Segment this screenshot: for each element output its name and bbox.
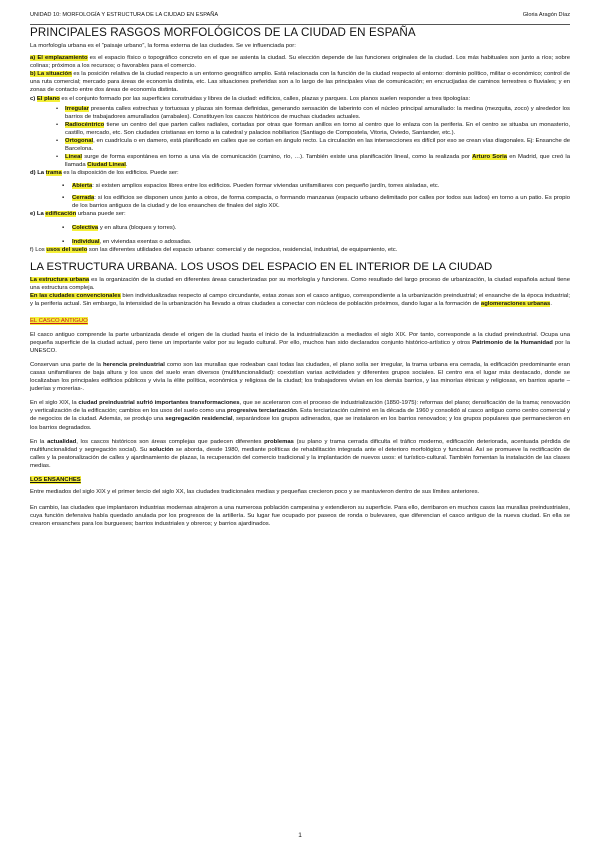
- text-plano: es el conjunto formado por las superficies construidas y libres de la ciudad: edificios, calles, plazas y parques. Los planos suelen responder a tres tipologías:: [59, 95, 471, 102]
- bullet-icon: •: [56, 138, 59, 145]
- subsection-title-ensanches: LOS ENSANCHES: [30, 477, 81, 484]
- text-casco-3a: En el siglo XIX, la: [30, 400, 79, 407]
- text-casco-3d: , separándose los grupos adinerados, que se instalaron en los barrios renovados; y los grupos populares que permanecieron en los barrios degradados.: [30, 416, 570, 431]
- term-patrimonio: Patrimonio de la Humanidad: [472, 339, 553, 346]
- header-author: Gloria Aragón Díaz: [522, 12, 570, 18]
- text-edificacion: urbana puede ser:: [76, 210, 126, 217]
- section-title-structure: LA ESTRUCTURA URBANA. LOS USOS DEL ESPACIO EN EL INTERIOR DE LA CIUDAD: [30, 261, 493, 274]
- text-casco-1-end: por la UNESCO.: [30, 339, 570, 354]
- term-ciudades-convencionales: En las ciudades convencionales: [30, 293, 121, 300]
- text-casco-4a: En la: [30, 438, 48, 445]
- bullet-icon: •: [56, 121, 59, 128]
- prefix-edificacion: e) La: [30, 210, 46, 217]
- term-aglomeraciones: aglomeraciones urbanas: [480, 301, 551, 308]
- bullet-icon: ▪: [62, 194, 65, 201]
- header-unit-title: UNIDAD 10: MORFOLOGÍA Y ESTRUCTURA DE LA CIUDAD EN ESPAÑA: [30, 12, 219, 18]
- term-ciudad-lineal: Ciudad Lineal: [87, 162, 126, 169]
- bullet-icon: •: [56, 105, 59, 112]
- main-content: [30, 26, 570, 529]
- list-item-radiocentrico: [30, 121, 570, 137]
- term-actualidad: actualidad: [47, 438, 77, 445]
- text-situacion: es la posición relativa de la ciudad respecto a un entorno geográfico amplio. Está relacionada con la función de la ciudad respecto al entorno: dominio político, militar o económico; control de una ruta comercial; mercado para áreas de economía distinta, etc. Las situaciones preferidas son a lo largo de las principales vías de comunicación; en encrucijadas de caminos terrestres o fluviales; y en zonas de contacto entre dos áreas de economía distinta.: [30, 71, 570, 94]
- text-lineal: surge de forma espontánea en torno a una vía de comunicación (camino, río, …). También existe una planificación lineal, como la realizada por: [82, 154, 473, 161]
- term-transformaciones: ciudad preindustrial sufrió importantes transformaciones: [78, 400, 240, 407]
- text-casco-3c: . Esta terciarización culminó en la década de 1960 y consolidó al casco antiguo como centro comercial y de negocios de la ciudad. Además, se produjo una: [30, 408, 570, 423]
- text-trama: es la disposición de los edificios. Puede ser:: [61, 170, 179, 177]
- term-estructura-urbana: La estructura urbana: [30, 277, 90, 284]
- term-herencia: herencia preindustrial: [102, 361, 165, 368]
- term-plano: El plano: [36, 95, 60, 102]
- text-ortogonal: , en cuadrícula o en damero, está planificado en calles que se cortan en ángulo recto. La circulación en las intersecciones es difícil por eso se crean vías diagonales. Ej: Ensanche de Barcelona.: [65, 138, 570, 153]
- text-estructura-urbana: es la organización de la ciudad en diferentes áreas caracterizadas por su morfología y funciones. Como resultado del largo proceso de urbanización, la ciudad española actual tiene una estructura compleja.: [30, 277, 570, 292]
- list-item-colectiva: [30, 224, 570, 232]
- text-cerrada: : si los edificios se disponen unos junto a otros, de forma compacta, o formando manzanas (espacio urbano delimitado por calles por todos sus lados) en torno a un patio. Es propio de los barrios antiguos de la ciudad y de los ensanches de finales del siglo XIX.: [72, 194, 570, 209]
- subsection-casco-antiguo: [30, 317, 570, 325]
- bullet-icon: ▪: [62, 238, 65, 245]
- list-item-lineal: [30, 153, 570, 169]
- text-irregular: presenta calles estrechas y tortuosas y plazas sin formas definidas, generando sensación de laberinto con el núcleo principal amurallado: la medina (mezquita, zoco) y alrededor los barrios de trabajadores amurallados (arrabales). Constituyen los cascos históricos de muchas ciudades actuales.: [65, 105, 570, 120]
- text-usos-suelo: son las diferentes utilidades del espacio urbano: comercial y de negocios, residencial, industrial, de equipamiento, etc.: [87, 247, 398, 254]
- term-individual: Individual: [72, 238, 100, 245]
- structure-paragraph-1: [30, 276, 570, 292]
- item-plano: [30, 95, 570, 103]
- ensanches-paragraph-1: Entre mediados del siglo XIX y el primer tercio del siglo XX, las ciudades tradicionales medias y pequeñas crecieron poco y se mantuvieron dentro de sus límites anteriores.: [30, 489, 480, 496]
- text-individual: , en viviendas exentas o adosadas.: [99, 238, 192, 245]
- text-casco-4c: (su plano y trama cerrada dificulta el tráfico moderno, edificación deteriorada, acentuada pérdida de multifuncionalidad y segregación social). Su: [30, 438, 570, 453]
- term-irregular: Irregular: [65, 105, 89, 112]
- text-casco-2b: como son las murallas que rodeaban casi todas las ciudades, el plano solía ser irregular, la trama urbana era cerrada, la edificación predominante eran casas unifamiliares de baja altura y los usos del suelo eran diversos (multifuncionalidad): coexistían varias actividades y diferentes grupos sociales. El centro era el lugar más destacado, donde se localizaban los principales edificios públicos y vivía la élite política, económica y religiosa de la ciudad; los trabajadores vivían en los demás barrios, y las minorías étnicas y religiosas, en barrios aparte – juderías y morerías-.: [30, 361, 571, 393]
- item-situacion: [30, 70, 570, 94]
- intro-paragraph: La morfología urbana es el “paisaje urbano”, la forma externa de las ciudades. Se ve influenciada por:: [30, 43, 296, 49]
- item-edificacion: [30, 210, 570, 218]
- subsection-title-casco: EL CASCO ANTIGUO: [30, 317, 88, 324]
- term-terciarizacion: progresiva terciarización: [227, 408, 297, 415]
- page-number: 1: [298, 832, 302, 839]
- text-colectiva: y en altura (bloques y torres).: [98, 224, 177, 231]
- ensanches-paragraph-2: En cambio, las ciudades que implantaron industrias modernas atrajeron a una numerosa población campesina y extendieron su superficie. Para ello, derribaron en muchos casos las murallas preindustriales, cuya función defensiva había quedado anulada por los progresos de la artillería. Su lugar fue ocupado por paseos de ronda o bulevares, que diferencian el casco antiguo de la nueva ciudad. En ella se crearon ensanches para los burgueses; barrios industriales y obreros; y barrios ajardinados.: [30, 505, 570, 528]
- text-casco-4b: , los cascos históricos son áreas complejas que padecen diferentes: [76, 438, 265, 445]
- term-radiocentrico: Radiocéntrico: [65, 121, 105, 128]
- prefix-trama: d) La: [30, 170, 46, 177]
- item-usos-suelo: [30, 246, 570, 254]
- structure-paragraph-2: [30, 292, 570, 308]
- text-casco-4d: se aborda, desde 1980, mediante políticas de rehabilitación integrada ante el deterioro morfológico y funcional. Así se promueve la rectificación de calles y la peatonalización de calles y ajardinamiento de plazas, la recuperación del comercio tradicional y la implantación de nuevos usos: el turístico-cultural. También fomentan la instalación de las clases medias.: [30, 446, 570, 469]
- text-casco-1: El casco antiguo comprende la parte urbanizada desde el origen de la ciudad hasta el inicio de la industrialización a mediados el siglo XIX. Por tanto, corresponde a la ciudad preindustrial. Ocupa una pequeña superficie de la ciudad actual, pero tiene un importante valor por su legado cultural. Por ello, muchos han sido declarados conjunto histórico-artístico y otros: [30, 331, 570, 346]
- casco-paragraph-4: [30, 438, 570, 470]
- term-cerrada: Cerrada: [72, 194, 95, 201]
- text-lineal-2: en Madrid, que creó la llamada: [65, 154, 571, 169]
- text-aglomeraciones-end: .: [550, 301, 552, 308]
- term-arturo-soria: Arturo Soria: [472, 154, 508, 161]
- term-colectiva: Colectiva: [72, 224, 99, 231]
- term-ortogonal: Ortogonal: [65, 138, 94, 145]
- page-header: [30, 12, 570, 25]
- casco-paragraph-1: [30, 331, 570, 355]
- term-trama: trama: [45, 170, 62, 177]
- prefix-plano: c): [30, 95, 37, 102]
- text-radiocentrico: tiene un centro del que parten calles radiales, cortadas por otras que forman anillos en torno al centro que lo enlaza con la periferia. En el centro se situaba un monasterio, castillo, mercado, etc. Son ciudades cristianas en torno a la catedral y palacios nobiliarios (Santiago de Compostela, Vitoria, Oviedo, Santander, etc.).: [65, 121, 570, 136]
- term-abierta: Abierta: [72, 182, 93, 189]
- list-item-cerrada: [30, 194, 570, 210]
- text-casco-2a: Conservan una parte de la: [30, 361, 103, 368]
- bullet-icon: ▪: [62, 224, 65, 231]
- term-usos-suelo: usos del suelo: [46, 247, 88, 254]
- text-abierta: : si existen amplios espacios libres entre los edificios. Pueden formar viviendas unifamiliares con pequeño jardín, torres aisladas, etc.: [92, 182, 440, 189]
- text-lineal-3: .: [125, 162, 128, 169]
- bullet-icon: •: [56, 154, 59, 161]
- text-casco-3b: , que se aceleraron con el proceso de industrialización (1850-1975): reformas del plano; densificación de la trama; renovación y verticalización de la edificación; cambios en los usos del suelo como una: [30, 400, 570, 415]
- term-emplazamiento: a) El emplazamiento: [30, 55, 88, 62]
- subsection-ensanches: [30, 476, 570, 484]
- term-segregacion: segregación residencial: [165, 416, 233, 423]
- casco-paragraph-2: [30, 361, 570, 393]
- term-solucion: solución: [149, 446, 174, 453]
- term-problemas: problemas: [264, 438, 294, 445]
- list-item-ortogonal: [30, 137, 570, 153]
- text-emplazamiento: es el espacio físico o topográfico concreto en el que se asienta la ciudad. Su elección depende de las funciones originales de la ciudad. Los más habituales son junto a ríos; sobre colinas; próximos a los recursos; o favorables para el comercio.: [30, 55, 570, 70]
- text-ciudades-convencionales: bien individualizadas respecto al campo circundante, estas zonas son el casco antiguo, correspondiente a la urbanización preindustrial; el ensanche de la época industrial; y la periferia actual. Sin embargo, la intensidad de la urbanización ha llevado a otras ciudades a conectar con núcleos de población próximos, dando lugar a la formación de: [30, 293, 571, 308]
- item-emplazamiento: [30, 54, 570, 70]
- term-edificacion: edificación: [45, 210, 77, 217]
- prefix-usos: f) Los: [30, 247, 47, 254]
- bullet-icon: ▪: [62, 182, 65, 189]
- list-item-abierta: [30, 182, 570, 190]
- term-situacion: b) La situación: [30, 71, 72, 78]
- casco-paragraph-3: [30, 399, 570, 431]
- item-trama: [30, 169, 570, 177]
- term-lineal: Lineal: [65, 154, 83, 161]
- section-title-morphology: PRINCIPALES RASGOS MORFOLÓGICOS DE LA CIUDAD EN ESPAÑA: [30, 26, 416, 39]
- list-item-irregular: [30, 105, 570, 121]
- list-item-individual: [30, 238, 570, 246]
